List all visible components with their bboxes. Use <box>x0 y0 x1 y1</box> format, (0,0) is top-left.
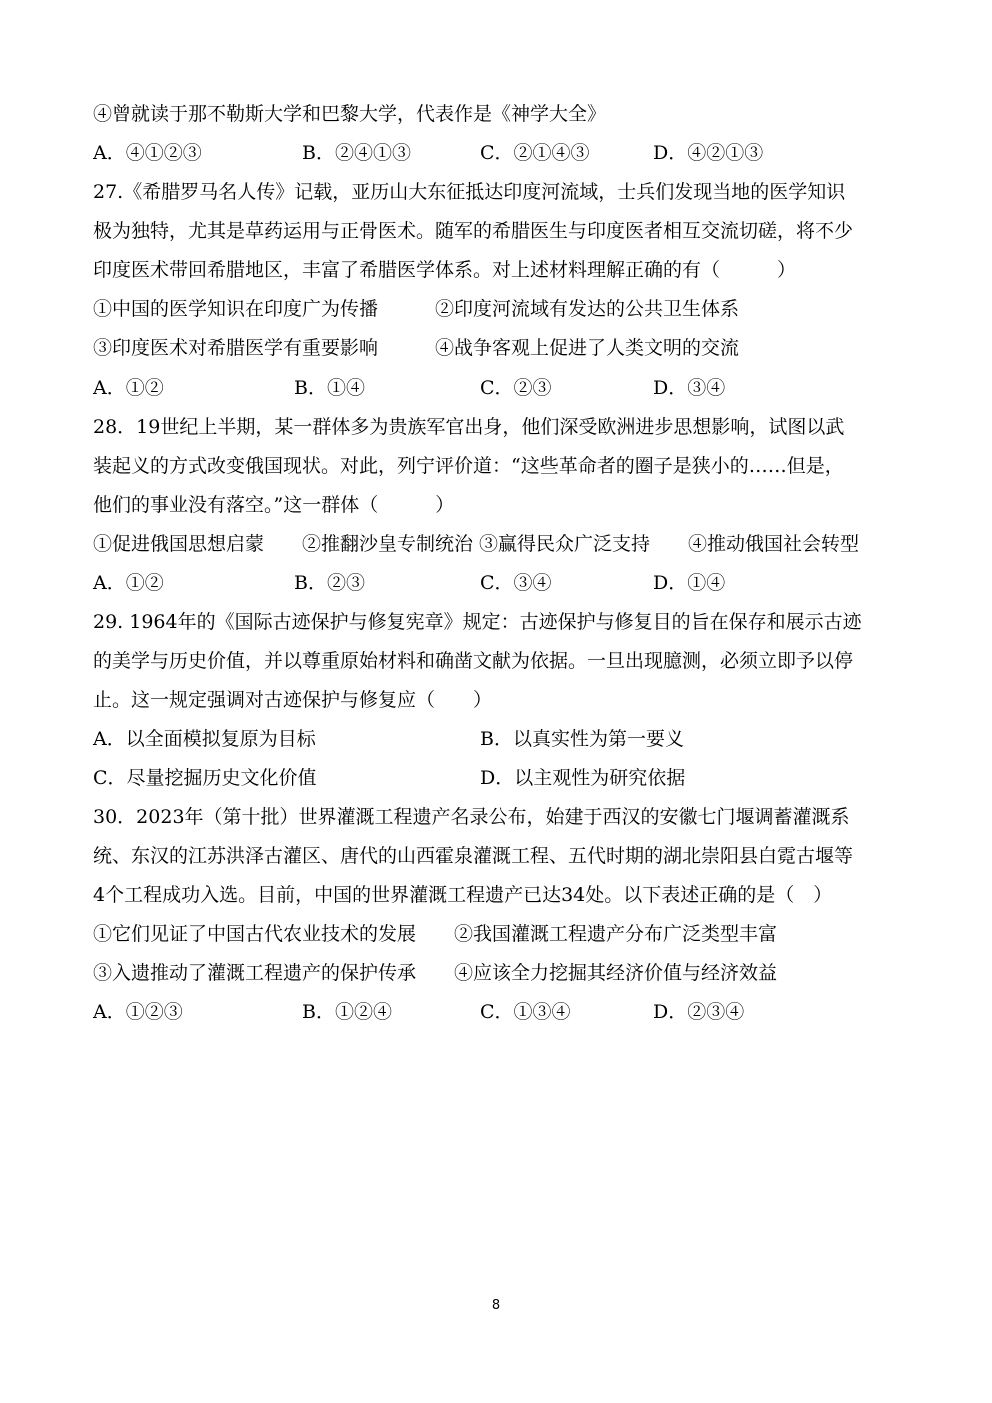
q26-statement-4: ④曾就读于那不勒斯大学和巴黎大学，代表作是《神学大全》 <box>93 103 607 125</box>
q30-statements-line-2: ③入遗推动了灌溉工程遗产的保护传承 ④应该全力挖掘其经济价值与经济效益 <box>93 962 778 984</box>
q29-stem-line-3: 止。这一规定强调对古迹保护与修复应（ ） <box>93 689 493 711</box>
q27-stem-line-3: 印度医术带回希腊地区，丰富了希腊医学体系。对上述材料理解正确的有（ ） <box>93 259 797 281</box>
q28-stem-line-2: 装起义的方式改变俄国现状。对此，列宁评价道：“这些革命者的圈子是狭小的……但是， <box>93 455 844 477</box>
q28-option-b: B．②③ <box>294 572 365 594</box>
q27-option-c: C．②③ <box>480 377 552 399</box>
q26-option-a: A．④①②③ <box>93 142 202 164</box>
q29-option-d: D．以主观性为研究依据 <box>480 767 686 789</box>
q30-option-c: C．①③④ <box>480 1001 571 1023</box>
q28-option-c: C．③④ <box>480 572 552 594</box>
q30-option-a: A．①②③ <box>93 1001 183 1023</box>
q27-option-d: D．③④ <box>653 377 726 399</box>
q30-option-b: B．①②④ <box>302 1001 392 1023</box>
q26-option-c: C．②①④③ <box>480 142 590 164</box>
q27-stem-line-1: 27.《希腊罗马名人传》记载，亚历山大东征抵达印度河流域，士兵们发现当地的医学知识 <box>93 181 846 203</box>
q30-stem-line-3: 4个工程成功入选。目前，中国的世界灌溉工程遗产已达34处。以下表述正确的是（ ） <box>93 884 833 906</box>
q29-option-b: B．以真实性为第一要义 <box>480 728 684 750</box>
q28-option-a: A．①② <box>93 572 164 594</box>
q29-stem-line-1: 29. 1964年的《国际古迹保护与修复宪章》规定：古迹保护与修复目的旨在保存和展示古迹 <box>93 611 862 633</box>
q27-statements-line-1: ①中国的医学知识在印度广为传播 ②印度河流域有发达的公共卫生体系 <box>93 298 740 320</box>
q27-option-b: B．①④ <box>294 377 365 399</box>
q29-option-a: A．以全面模拟复原为目标 <box>93 728 316 750</box>
q30-stem-line-2: 统、东汉的江苏洪泽古灌区、唐代的山西霍泉灌溉工程、五代时期的湖北崇阳县白霓古堰等 <box>93 845 854 867</box>
q30-option-d: D．②③④ <box>653 1001 745 1023</box>
q28-stem-line-3: 他们的事业没有落空。”这一群体（ ） <box>93 494 455 516</box>
q29-option-c: C．尽量挖掘历史文化价值 <box>93 767 317 789</box>
q26-option-b: B．②④①③ <box>302 142 411 164</box>
q28-statements-line-1: ①促进俄国思想启蒙 ②推翻沙皇专制统治 ③赢得民众广泛支持 ④推动俄国社会转型 <box>93 533 860 555</box>
q30-stem-line-1: 30．2023年（第十批）世界灌溉工程遗产名录公布，始建于西汉的安徽七门堰调蓄灌溉系 <box>93 806 850 828</box>
q29-stem-line-2: 的美学与历史价值，并以尊重原始材料和确凿文献为依据。一旦出现臆测，必须立即予以停 <box>93 650 854 672</box>
q30-statements-line-1: ①它们见证了中国古代农业技术的发展 ②我国灌溉工程遗产分布广泛类型丰富 <box>93 923 778 945</box>
q27-statements-line-2: ③印度医术对希腊医学有重要影响 ④战争客观上促进了人类文明的交流 <box>93 337 740 359</box>
q27-stem-line-2: 极为独特，尤其是草药运用与正骨医术。随军的希腊医生与印度医者相互交流切磋，将不少 <box>93 220 854 242</box>
q28-stem-line-1: 28．19世纪上半期，某一群体多为贵族军官出身，他们深受欧洲进步思想影响，试图以武 <box>93 416 845 438</box>
page-number: 8 <box>491 1298 501 1313</box>
q27-option-a: A．①② <box>93 377 164 399</box>
q26-option-d: D．④②①③ <box>653 142 764 164</box>
q28-option-d: D．①④ <box>653 572 726 594</box>
